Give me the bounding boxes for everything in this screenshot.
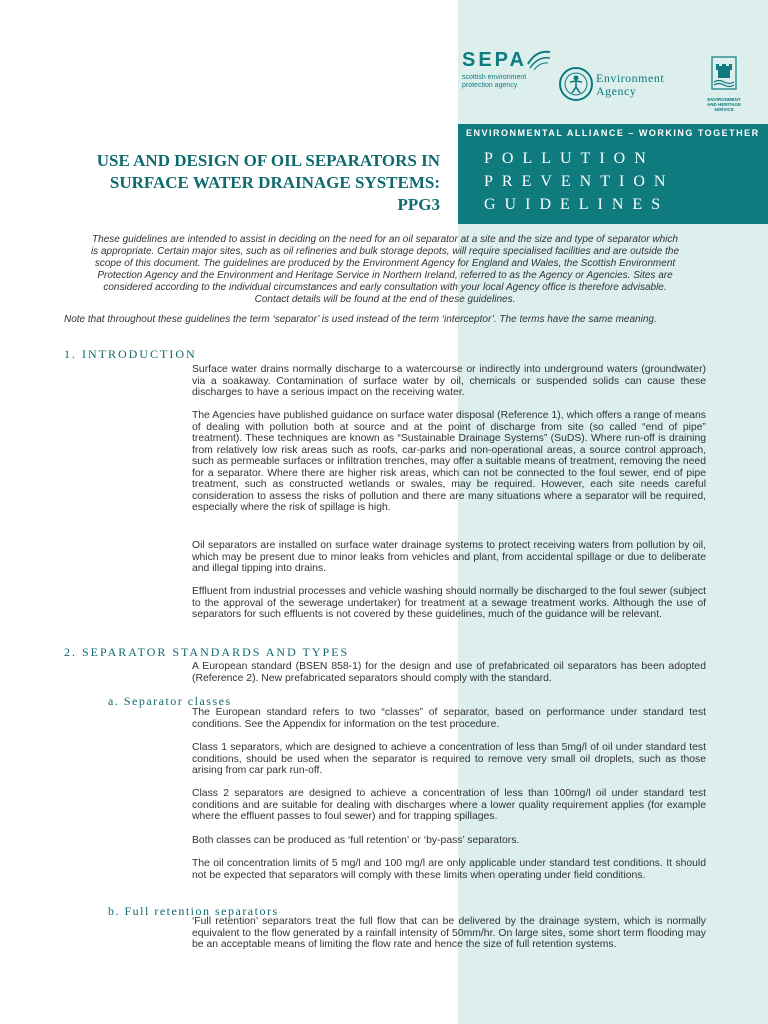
ppg-word-guidelines: GUIDELINES — [484, 196, 670, 213]
section-2a-paragraph-4: Both classes can be produced as ‘full retention’ or ‘by-pass’ separators. — [192, 835, 520, 846]
environment-agency-name: Environment Agency — [596, 71, 665, 98]
section-1-paragraph-3: Oil separators are installed on surface water drainage systems to protect receiving waters from pollution by oil, which may be present due to minor leaks from vehicles and plant, from accidental spillage or due to deliberate and illegal tipping into drains. — [192, 540, 706, 574]
sepa-wordmark: SEPA — [462, 49, 527, 71]
section-1-paragraph-1: Surface water drains normally discharge to a watercourse or indirectly into underground waters (groundwater) via a soakaway. Contamination of surface water by oil, chemicals or suspended solids can cause these discharges to have a serious impact on the receiving water. — [192, 364, 706, 398]
ppg-word-prevention: PREVENTION — [484, 173, 675, 190]
section-2-paragraph-1: A European standard (BSEN 858-1) for the design and use of prefabricated oil separators has been adopted (Reference 2). New prefabricated separators should comply with the standard. — [192, 661, 706, 684]
section-1-paragraph-2: The Agencies have published guidance on surface water disposal (Reference 1), which offers a range of means of dealing with pollution both at source and at the point of discharge from site (so called “end of pipe” treatment). These techniques are known as “Sustainable Drainage Systems” (SuDS). Where run-off is draining from relatively low risk areas such as roofs, car-parks and non-operational areas, a source control approach, such as permeable surfaces or infiltration trenches, may offer a suitable means of treatment, removing the need for a separator. Where there are higher risk areas, which can not be connected to the foul sewer, end of pipe treatment, such as constructed wetlands or swales, may be required. However, each site needs careful consideration to assess the risks of pollution and there are many situations where a separator will be required, especially where the risk of spillage is high. — [192, 410, 706, 513]
alliance-tagline: ENVIRONMENTAL ALLIANCE – WORKING TOGETHER — [466, 128, 760, 138]
ppg-word-pollution: POLLUTION — [484, 150, 655, 167]
section-2a-paragraph-2: Class 1 separators, which are designed to achieve a concentration of less than 5mg/l of oil under standard test conditions, should be used when the separator is required to remove very small oil droplets, such as those arising from car park run-off. — [192, 742, 706, 776]
sepa-subtitle: scottish environment protection agency — [462, 74, 527, 89]
section-2b-heading: b. Full retention separators — [108, 904, 279, 918]
ehs-name: ENVIRONMENT AND HERITAGE SERVICE — [707, 97, 741, 112]
ehs-logo — [704, 56, 744, 112]
terminology-note: Note that throughout these guidelines the term ‘separator’ is used instead of the term ‘interceptor’. The terms have the same meaning. — [64, 314, 657, 325]
document-title: USE AND DESIGN OF OIL SEPARATORS IN SURFACE WATER DRAINAGE SYSTEMS: PPG3 — [96, 151, 440, 214]
logo-bar — [458, 0, 768, 124]
section-2a-paragraph-1: The European standard refers to two “classes” of separator, based on performance under standard test conditions. See the Appendix for information on the test procedure. — [192, 707, 706, 730]
environment-agency-logo — [558, 66, 665, 107]
environment-agency-emblem-icon — [558, 66, 594, 102]
section-2b-paragraph-1: ‘Full retention’ separators treat the full flow that can be delivered by the drainage system, which is normally equivalent to the flow generated by a rainfall intensity of 50mm/hr. On large sites, some short term flooding may be an acceptable means of limiting the flow rate and hence the size of full retention systems. — [192, 916, 706, 950]
section-1-heading: 1. INTRODUCTION — [64, 347, 197, 361]
sepa-logo — [462, 50, 550, 90]
intro-paragraph: These guidelines are intended to assist in deciding on the need for an oil separator at a site and the size and type of separator which is appropriate. Certain major sites, such as oil refineries and bulk storage depots, will require specialised facilities and are outside the scope of this document. The guidelines are produced by the Environment Agency for England and Wales, the Scottish Environment Protection Agency and the Environment and Heritage Service in Northern Ireland, referred to as the Agency or Agencies. Sites are considered according to the individual circumstances and early consultation with your local Agency office is therefore advisable. Contact details will be found at the end of these guidelines. — [90, 234, 680, 305]
section-2-heading: 2. SEPARATOR STANDARDS AND TYPES — [64, 645, 350, 659]
ppg-banner — [458, 124, 768, 224]
sepa-swirl-icon — [526, 46, 552, 72]
section-2a-heading: a. Separator classes — [108, 694, 232, 708]
section-2a-paragraph-3: Class 2 separators are designed to achieve a concentration of less than 100mg/l oil under standard test conditions and are suitable for dealing with discharges where a lower quality requirement applies (for example where the effluent passes to foul sewer) and for trapping spillages. — [192, 788, 706, 822]
section-2a-paragraph-5: The oil concentration limits of 5 mg/l and 100 mg/l are only applicable under standard test conditions. It should not be expected that separators will comply with these limits when operating under field conditions. — [192, 858, 706, 881]
section-1-paragraph-4: Effluent from industrial processes and vehicle washing should normally be discharged to the foul sewer (subject to the approval of the sewerage undertaker) for treatment at a sewage treatment works. Although the use of separators for such effluents is not covered by these guidelines, much of the guidance will be relevant. — [192, 586, 706, 620]
castle-emblem-icon — [711, 56, 737, 90]
